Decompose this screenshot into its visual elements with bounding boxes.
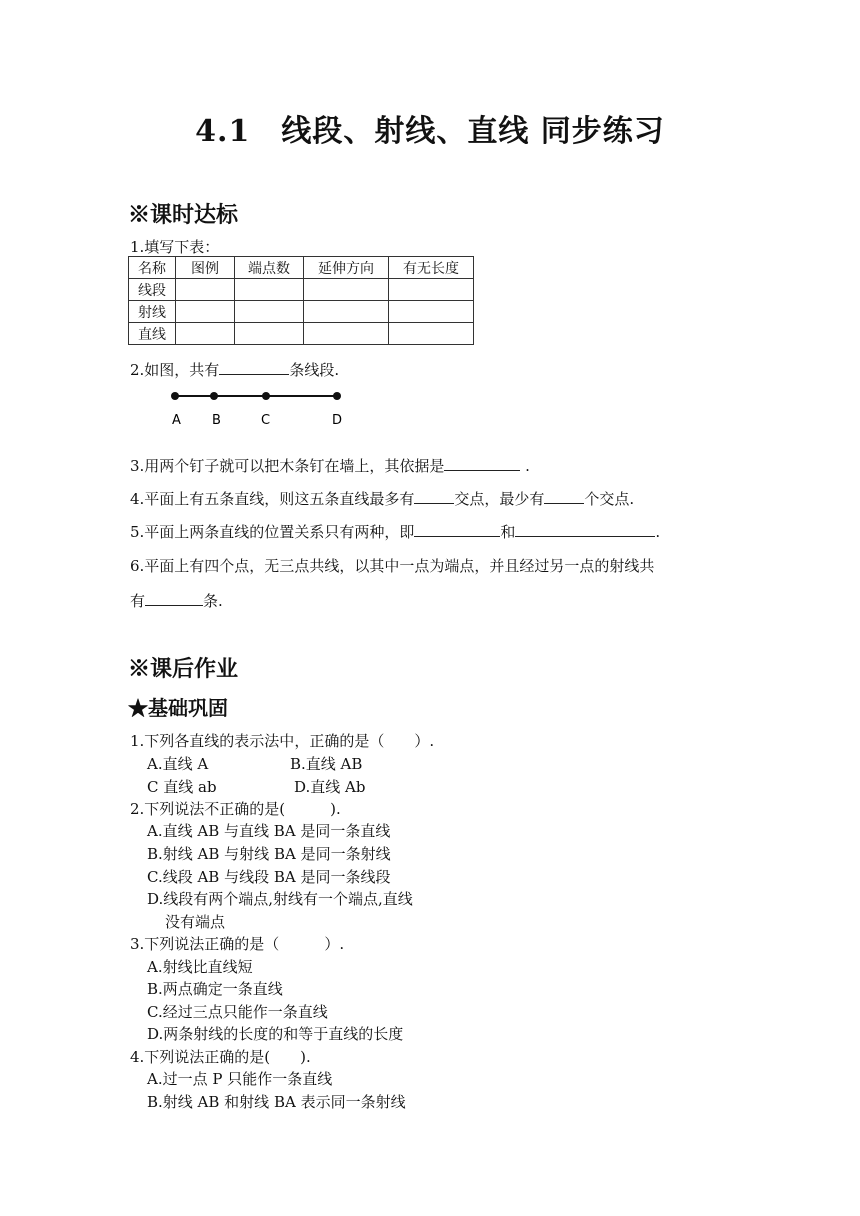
question-3 [130, 455, 530, 476]
answer-blank[interactable] [515, 521, 655, 537]
hw-q2-option-b: B.射线 AB 与射线 BA 是同一条射线 [147, 845, 391, 863]
hw-q2-option-a: A.直线 AB 与直线 BA 是同一条直线 [147, 822, 391, 840]
table-cell[interactable] [304, 279, 389, 301]
question-5-text-end: . [655, 523, 661, 541]
table-row [129, 301, 474, 323]
answer-blank[interactable] [219, 359, 289, 375]
table-header-row [129, 257, 474, 279]
question-4-text: 4.平面上有五条直线，则这五条直线最多有 [130, 490, 415, 508]
hw-q4-option-a: A.过一点 P 只能作一条直线 [147, 1070, 333, 1088]
subheading-basic: ★基础巩固 [128, 696, 228, 720]
question-5-text: 5.平面上两条直线的位置关系只有两种，即 [130, 523, 415, 541]
answer-blank[interactable] [544, 488, 584, 504]
table-cell[interactable] [389, 323, 474, 345]
question-2-text-end: 条线段. [289, 361, 340, 379]
table-row-label: 射线 [129, 301, 176, 323]
table-header-cell: 端点数 [235, 257, 304, 279]
question-5 [130, 521, 660, 542]
table-cell[interactable] [176, 323, 235, 345]
hw-q1-option-a: A.直线 A [147, 755, 209, 773]
table-header-cell: 图例 [176, 257, 235, 279]
question-6-text-end: 条. [203, 592, 223, 610]
table-cell[interactable] [304, 301, 389, 323]
question-3-text-end: . [520, 457, 530, 475]
table-header-cell: 延伸方向 [304, 257, 389, 279]
hw-q3-option-d: D.两条射线的长度的和等于直线的长度 [147, 1025, 404, 1043]
table-header-cell: 名称 [129, 257, 176, 279]
question-6-line-1: 6.平面上有四个点，无三点共线，以其中一点为端点，并且经过另一点的射线共 [130, 557, 655, 575]
table-row [129, 323, 474, 345]
hw-question-1: 1.下列各直线的表示法中，正确的是（ ）. [130, 732, 435, 750]
point-d-dot [333, 392, 341, 400]
hw-q2-option-d: D.线段有两个端点,射线有一个端点,直线 [147, 890, 413, 908]
hw-question-2: 2.下列说法不正确的是( ). [130, 800, 341, 818]
section-heading-homework: ※课后作业 [128, 656, 239, 682]
table-cell[interactable] [176, 279, 235, 301]
question-2-text: 2.如图，共有 [130, 361, 220, 379]
table-cell[interactable] [235, 323, 304, 345]
point-d-label: D [332, 413, 343, 428]
table-cell[interactable] [304, 323, 389, 345]
table-cell[interactable] [389, 301, 474, 323]
answer-blank[interactable] [145, 590, 203, 606]
table-cell[interactable] [389, 279, 474, 301]
question-4-text-end: 个交点. [584, 490, 635, 508]
hw-question-3: 3.下列说法正确的是（ ）. [130, 935, 345, 953]
table-row-label: 直线 [129, 323, 176, 345]
table-row-label: 线段 [129, 279, 176, 301]
answer-blank[interactable] [414, 488, 454, 504]
question-1: 1.填写下表： [130, 238, 220, 256]
hw-q3-option-a: A.射线比直线短 [147, 958, 253, 976]
hw-q2-option-c: C.线段 AB 与线段 BA 是同一条线段 [147, 868, 391, 886]
question-4 [130, 488, 634, 509]
table-cell[interactable] [235, 301, 304, 323]
hw-q1-option-d: D.直线 Ab [294, 778, 366, 796]
point-c-label: C [261, 413, 271, 428]
table-header-cell: 有无长度 [389, 257, 474, 279]
point-b-label: B [212, 413, 221, 428]
answer-blank[interactable] [414, 521, 500, 537]
section-heading-class-goals: ※课时达标 [128, 202, 239, 228]
point-a-dot [171, 392, 179, 400]
question-6-line-2 [130, 590, 223, 611]
page-title: 4.1 线段、射线、直线 同步练习 [195, 114, 665, 149]
hw-q4-option-b: B.射线 AB 和射线 BA 表示同一条射线 [147, 1093, 406, 1111]
point-c-dot [262, 392, 270, 400]
table-row [129, 279, 474, 301]
point-b-dot [210, 392, 218, 400]
fill-in-table [128, 256, 474, 345]
table-cell[interactable] [176, 301, 235, 323]
question-5-text-mid: 和 [500, 523, 516, 541]
question-6-text: 有 [130, 592, 146, 610]
hw-q3-option-c: C.经过三点只能作一条直线 [147, 1003, 328, 1021]
hw-q1-option-c: C 直线 ab [147, 778, 217, 796]
hw-q2-option-d-cont: 没有端点 [165, 913, 226, 931]
line-segment-figure [160, 386, 360, 436]
hw-question-4: 4.下列说法正确的是( ). [130, 1048, 311, 1066]
table-cell[interactable] [235, 279, 304, 301]
question-4-text-mid: 交点，最少有 [454, 490, 545, 508]
answer-blank[interactable] [444, 455, 520, 471]
hw-q1-option-b: B.直线 AB [290, 755, 363, 773]
hw-q3-option-b: B.两点确定一条直线 [147, 980, 283, 998]
question-3-text: 3.用两个钉子就可以把木条钉在墙上，其依据是 [130, 457, 445, 475]
question-2 [130, 359, 339, 380]
point-a-label: A [172, 413, 181, 428]
